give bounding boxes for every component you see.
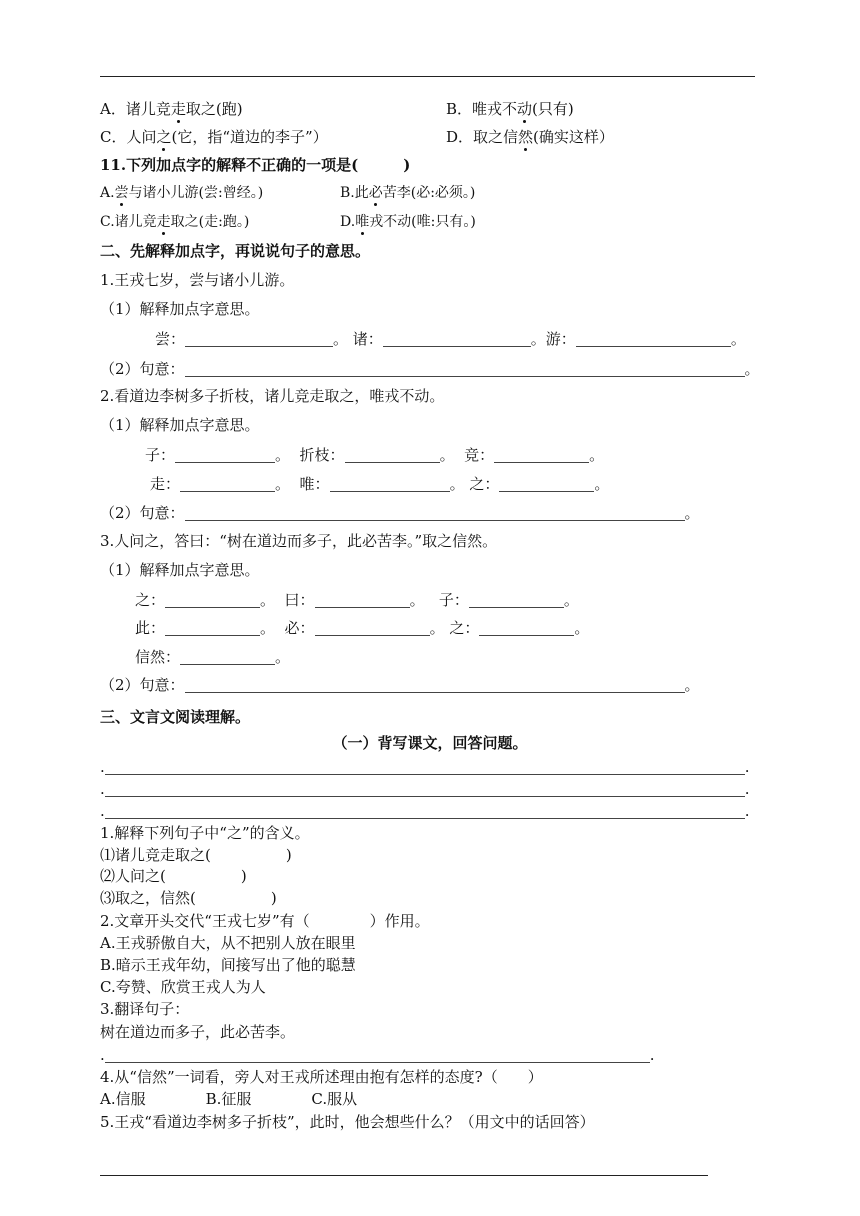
blank-zi-3[interactable] — [469, 592, 564, 608]
blank-zhi-3[interactable] — [165, 592, 260, 608]
q3-answer-blank[interactable] — [105, 1047, 650, 1063]
blank-yue[interactable] — [315, 592, 410, 608]
blank-s2-meaning[interactable] — [185, 505, 685, 521]
q2-option-b: B.暗示王戎年幼，间接写出了他的聪慧 — [100, 956, 356, 974]
s3-sentence: 3.人问之，答曰：“树在道边而多子，此必苦李。”取之信然。 — [100, 532, 498, 550]
s2-sub1: （1）解释加点字意思。 — [100, 416, 260, 434]
write-blank-3[interactable] — [105, 803, 745, 819]
q2-option-c: C.夸赞、欣赏王戎人为人 — [100, 978, 266, 996]
q11-option-c: C.诸儿竞走取之(走:跑。) — [100, 214, 250, 230]
blank-zhezhi[interactable] — [345, 447, 440, 463]
q4-options: A.信服 B.征服 C.服从 — [100, 1090, 358, 1108]
q3-sentence: 树在道边而多子，此必苦李。 — [100, 1023, 296, 1041]
s1-sub2: （2）句意： 。 — [100, 360, 760, 378]
s2-blanks-row1: 子： 。 折枝： 。 竞： 。 — [145, 446, 605, 464]
blank-jing[interactable] — [494, 447, 589, 463]
write-line-1: . . — [100, 758, 750, 776]
s2-blanks-row2: 走： 。 唯： 。 之： 。 — [150, 475, 610, 493]
q2: 2.文章开头交代“王戎七岁”有（ ）作用。 — [100, 912, 430, 930]
section2-heading: 二、先解释加点字，再说说句子的意思。 — [100, 242, 371, 260]
blank-zhi-3b[interactable] — [479, 620, 574, 636]
q2-option-a: A.王戎骄傲自大，从不把别人放在眼里 — [100, 934, 356, 952]
write-blank-1[interactable] — [105, 759, 745, 775]
s2-sentence: 2.看道边李树多子折枝，诸儿竞走取之，唯戎不动。 — [100, 387, 445, 405]
q5: 5.王戎“看道边李树多子折枝”，此时，他会想些什么？（用文中的话回答） — [100, 1113, 595, 1131]
option-a: A．诸儿竞走取之(跑) — [100, 100, 243, 118]
q11-option-b: B.此必苦李(必:必须。) — [340, 185, 476, 201]
top-rule — [100, 76, 755, 77]
q11-option-a: A.尝与诸小儿游(尝:曾经。) — [100, 185, 264, 201]
option-b: B．唯戎不动(只有) — [446, 100, 574, 118]
blank-s3-meaning[interactable] — [185, 677, 685, 693]
q3: 3.翻译句子： — [100, 1000, 190, 1018]
q1b: ⑵人问之( ) — [100, 867, 247, 885]
s1-sub1: （1）解释加点字意思。 — [100, 300, 260, 318]
option-d: D．取之信然(确实这样） — [446, 128, 614, 146]
q4: 4.从“信然”一词看，旁人对王戎所述理由抱有怎样的态度?（ ） — [100, 1068, 543, 1086]
blank-s1-meaning[interactable] — [185, 361, 745, 377]
option-c: C．人问之(它，指“道边的李子”） — [100, 128, 328, 146]
blank-wei[interactable] — [330, 476, 450, 492]
blank-zhu[interactable] — [383, 331, 531, 347]
write-blank-2[interactable] — [105, 781, 745, 797]
s2-sub2: （2）句意： 。 — [100, 504, 700, 522]
section3-subheading: （一）背写课文，回答问题。 — [332, 734, 528, 752]
blank-zou[interactable] — [180, 476, 275, 492]
s3-blanks-row2: 此： 。 必： 。 之： 。 — [135, 619, 590, 637]
s3-sub2: （2）句意： 。 — [100, 676, 700, 694]
s1-sentence: 1.王戎七岁，尝与诸小儿游。 — [100, 271, 295, 289]
q5-answer-line[interactable] — [100, 1175, 708, 1176]
q1c: ⑶取之，信然( ) — [100, 889, 277, 907]
blank-ci[interactable] — [165, 620, 260, 636]
section3-heading: 三、文言文阅读理解。 — [100, 708, 251, 726]
blank-you[interactable] — [576, 331, 731, 347]
blank-zhi[interactable] — [499, 476, 594, 492]
s3-blanks-row3: 信然： 。 — [135, 648, 291, 666]
s1-blanks: 尝： 。 诸： 。游： 。 — [155, 330, 746, 348]
blank-zi[interactable] — [175, 447, 275, 463]
q1a: ⑴诸儿竞走取之( ) — [100, 846, 292, 864]
blank-bi[interactable] — [315, 620, 430, 636]
write-line-2: . . — [100, 780, 750, 798]
blank-xinran[interactable] — [180, 649, 275, 665]
q11-option-d: D.唯戎不动(唯:只有。) — [340, 214, 476, 230]
s3-sub1: （1）解释加点字意思。 — [100, 561, 260, 579]
blank-chang[interactable] — [185, 331, 333, 347]
q1: 1.解释下列句子中“之”的含义。 — [100, 824, 310, 842]
q11-title: 11.下列加点字的解释不正确的一项是( ) — [100, 156, 411, 174]
s3-blanks-row1: 之： 。 曰： 。 子： 。 — [135, 591, 579, 609]
write-line-3: . . — [100, 802, 750, 820]
q3-answer-line: . . — [100, 1046, 655, 1064]
